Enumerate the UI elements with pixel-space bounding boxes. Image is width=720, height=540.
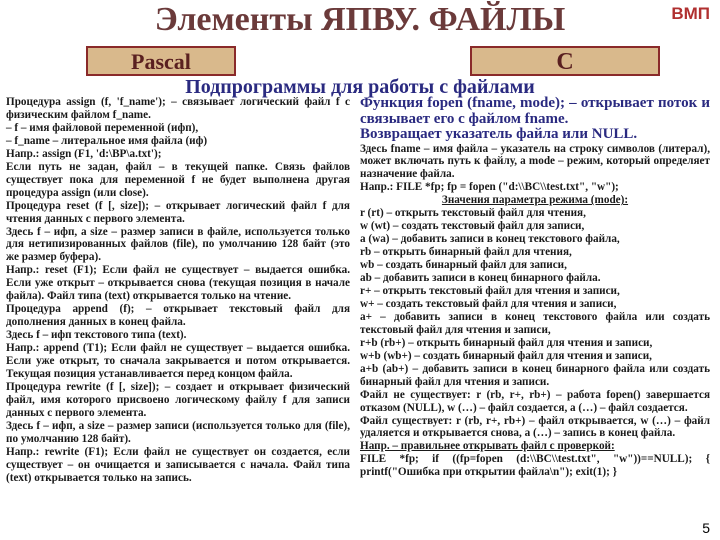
pascal-label: Pascal: [86, 46, 236, 76]
page-title: Элементы ЯПВУ. ФАЙЛЫ: [154, 1, 566, 38]
page-number: 5: [702, 520, 710, 536]
text-paragraph: Процедура rewrite (f [, size]); – создает и открывает физический файл, имя которого присвоено логическому файлу f для записи данных с первого элемента.: [6, 380, 350, 419]
pascal-column: [6, 96, 350, 485]
mode-item: wb – создать бинарный файл для записи,: [360, 259, 567, 272]
text-paragraph: Напр.: append (T1); Если файл не существует – выдается ошибка. Если уже открыт, то сначала закрывается и потом открывается. Текущая позиция устанавливается перед концом файла.: [6, 342, 350, 381]
mode-item: w+ – создать текстовый файл для чтения и записи,: [360, 297, 617, 310]
text-paragraph: – f_name – литеральное имя файла (иф): [6, 134, 208, 147]
text-paragraph: Здесь f – ифп, а size – размер записи (используется только для (file), по умолчанию 128 байт).: [6, 419, 350, 445]
mode-item: w+b (wb+) – создать бинарный файл для чтения и записи,: [360, 349, 652, 362]
mode-item: r+b (rb+) – открыть бинарный файл для чтения и записи,: [360, 336, 653, 349]
text-paragraph: Напр.: assign (F1, 'd:\BP\a.txt');: [6, 147, 162, 160]
code-example: FILE *fp; if ((fp=fopen (d:\\BC\\test.txt", "w"))==NULL); { printf("Ошибка при открытии файла\n"); exit(1); }: [360, 453, 710, 479]
subtitle: Подпрограммы для работы с файлами: [185, 76, 535, 98]
mode-item: a (wa) – добавить записи в конец текстового файла,: [360, 233, 620, 246]
text-paragraph: Здесь f – ифп, а size – размер записи в файле, используется только для нетипизированных файлов (file), по умолчанию 128 байт (это же размер буфера).: [6, 225, 350, 264]
fopen-heading: Функция fopen (fname, mode); – открывает поток и связывает его с файлом fname.: [360, 95, 710, 127]
mode-item: w (wt) – создать текстовый файл для записи,: [360, 220, 585, 233]
mode-item: r+ – открыть текстовый файл для чтения и записи,: [360, 284, 620, 297]
text-paragraph: Напр.: reset (F1); Если файл не существует – выдается ошибка. Если уже открыт – открывается снова (текущая позиция в начале файла). Файл типа (text) открывается только на чтение.: [6, 264, 350, 303]
text-paragraph: Процедура reset (f [, size]); – открывает логический файл f для чтения данных с первого элемента.: [6, 199, 350, 225]
mode-item: a+ – добавить записи в конец текстового файла или создать текстовый файл для чтения и записи,: [360, 310, 710, 336]
text-paragraph: – f – имя файловой переменной (ифп),: [6, 121, 199, 134]
text-paragraph: Файл существует: r (rb, r+, rb+) – файл открывается, w (…) – файл удаляется и открывается снова, a (…) – запись в конец файла.: [360, 414, 710, 440]
mode-item: ab – добавить записи в конец бинарного файла.: [360, 272, 601, 285]
text-paragraph: Процедура append (f); – открывает текстовый файл для дополнения данных в конец файла.: [6, 303, 350, 329]
c-label: C: [470, 46, 660, 76]
mode-heading: Значения параметра режима (mode):: [441, 194, 629, 207]
text-paragraph: Файл не существует: r (rb, r+, rb+) – работа fopen() завершается отказом (NULL), w (…) – файл создается, a (…) – файл создается.: [360, 388, 710, 414]
text-paragraph: Напр. – правильнее открывать файл с проверкой:: [360, 440, 615, 453]
mode-item: a+b (ab+) – добавить записи в конец бинарного файла или создать бинарный файл для чтения и записи.: [360, 362, 710, 388]
text-paragraph: Здесь fname – имя файла – указатель на строку символов (литерал), может включать путь к файлу, а mode – режим, который определяет назначение файла.: [360, 142, 710, 181]
logo: ВМП: [671, 4, 710, 23]
fopen-return: Возвращает указатель файла или NULL.: [360, 126, 638, 142]
mode-item: rb – открыть бинарный файл для чтения,: [360, 246, 572, 259]
text-paragraph: Процедура assign (f, 'f_name'); – связывает логический файл f с физическим файлом f_name.: [6, 96, 350, 121]
text-paragraph: Если путь не задан, файл – в текущей папке. Связь файлов существует пока для переменной f не будет выполнена другая процедура assign (или close).: [6, 160, 350, 199]
c-column: [360, 96, 710, 479]
text-paragraph: Напр.: rewrite (F1); Если файл не существует он создается, если существует – он очищается и записывается с начала. Файл типа (text) открывается только на запись.: [6, 445, 350, 484]
mode-item: r (rt) – открыть текстовый файл для чтения,: [360, 207, 586, 220]
text-paragraph: Здесь f – ифп текстового типа (text).: [6, 329, 187, 342]
text-paragraph: Напр.: FILE *fp; fp = fopen ("d:\\BC\\test.txt", "w");: [360, 181, 619, 194]
